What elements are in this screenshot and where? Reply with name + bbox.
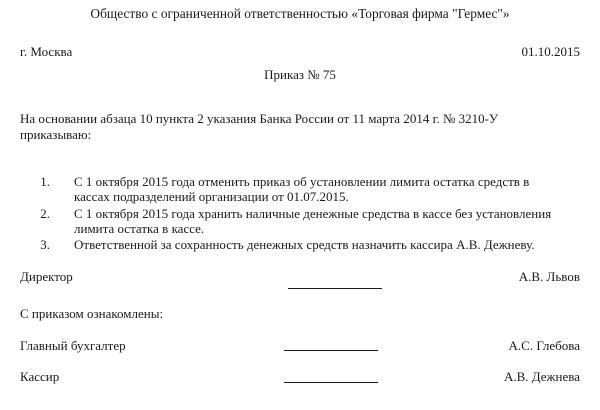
list-item-number: 2. [40,206,50,221]
list-item-text-cont: кассах подразделений организации от 01.07.2015. [74,189,349,204]
signer-role: Кассир [20,369,60,384]
signer-name: А.В. Дежнева [503,369,580,384]
basis-text-line-1: На основании абзаца 10 пункта 2 указания Банка России от 11 марта 2014 г. № 3210-У [20,111,499,126]
basis-text-line-2: приказываю: [20,127,92,142]
list-item-text: Ответственной за сохранность денежных средств назначить кассира А.В. Дежневу. [74,237,535,252]
list-item-text: С 1 октября 2015 года отменить приказ об установлении лимита остатка средств в [74,174,530,189]
company-name: Общество с ограниченной ответственностью «Торговая фирма "Гермес"» [90,6,510,21]
director-role: Директор [20,269,73,284]
director-signature-line [288,288,382,289]
order-title: Приказ № 75 [264,67,336,82]
order-date: 01.10.2015 [521,44,580,59]
signer-signature-line [284,350,378,351]
list-item-number: 1. [40,174,50,189]
director-name: А.В. Львов [518,269,580,284]
city: г. Москва [20,44,73,59]
list-item-text-cont: лимита остатка в кассе. [74,221,205,236]
signer-name: А.С. Глебова [508,338,580,353]
signer-signature-line [284,382,378,383]
signer-role: Главный бухгалтер [20,338,126,353]
list-item-number: 3. [40,237,50,252]
list-item-text: С 1 октября 2015 года хранить наличные денежные средства в кассе без установления [74,206,552,221]
acquainted-label: С приказом ознакомлены: [20,306,164,321]
